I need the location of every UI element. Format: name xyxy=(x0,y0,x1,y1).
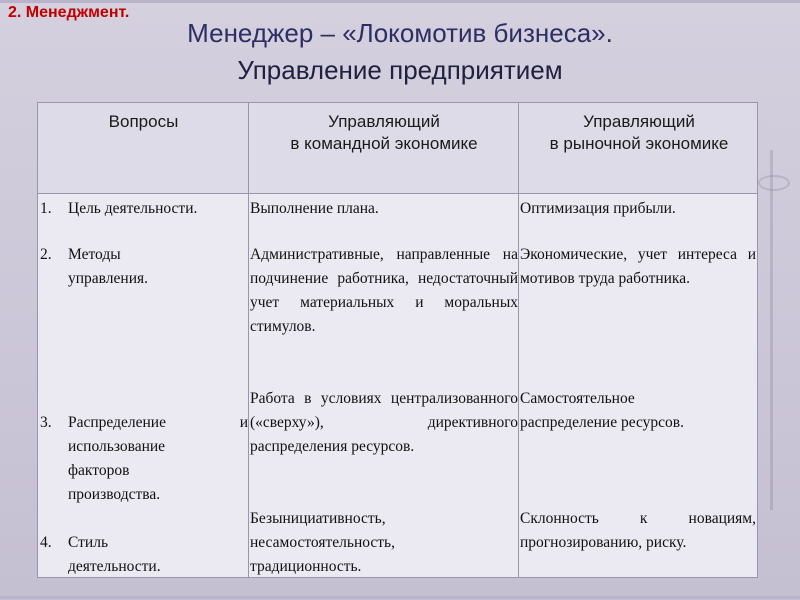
command-economy-cell: Работа в условиях централизованного («сверху»), директивного распределения ресурсов. xyxy=(250,390,518,455)
header-command-economy: Управляющий в командной экономике xyxy=(290,112,478,153)
bottom-stripe xyxy=(0,596,800,599)
background-decoration xyxy=(770,150,773,510)
question-cell: Методы управления. xyxy=(68,246,148,287)
header-market-economy: Управляющий в рыночной экономике xyxy=(549,112,729,153)
column-divider xyxy=(518,103,519,577)
command-economy-cell: Безынициативность, несамостоятельность, традиционность. xyxy=(250,510,395,575)
row-number: 1. xyxy=(40,200,52,217)
header-questions: Вопросы xyxy=(108,112,179,131)
background-decoration-ring xyxy=(758,175,790,191)
top-stripe xyxy=(0,0,800,3)
question-cell: Стиль деятельности. xyxy=(68,534,161,575)
market-economy-cell: Самостоятельное распределение ресурсов. xyxy=(520,390,684,431)
market-economy-cell: Экономические, учет интереса и мотивов труда работника. xyxy=(520,246,756,287)
command-economy-cell: Выполнение плана. xyxy=(250,200,379,217)
row-number: 3. xyxy=(40,414,52,431)
comparison-table xyxy=(37,102,758,578)
row-number: 2. xyxy=(40,246,52,263)
slide-title: Менеджер – «Локомотив бизнеса». xyxy=(187,18,613,48)
command-economy-cell: Административные, направленные на подчинение работника, недостаточный учет материальных и моральных стимулов. xyxy=(250,246,518,335)
market-economy-cell: Склонность к новациям, прогнозированию, риску. xyxy=(520,510,756,551)
market-economy-cell: Оптимизация прибыли. xyxy=(520,200,676,217)
slide-subtitle: Управление предприятием xyxy=(237,55,563,85)
table-header xyxy=(38,103,757,194)
question-cell: Цель деятельности. xyxy=(68,200,198,217)
column-divider xyxy=(248,103,249,577)
section-tag: 2. Менеджмент. xyxy=(8,4,130,21)
row-number: 4. xyxy=(40,534,52,551)
question-cell: Распределение и использование факторов производства. xyxy=(68,414,248,503)
